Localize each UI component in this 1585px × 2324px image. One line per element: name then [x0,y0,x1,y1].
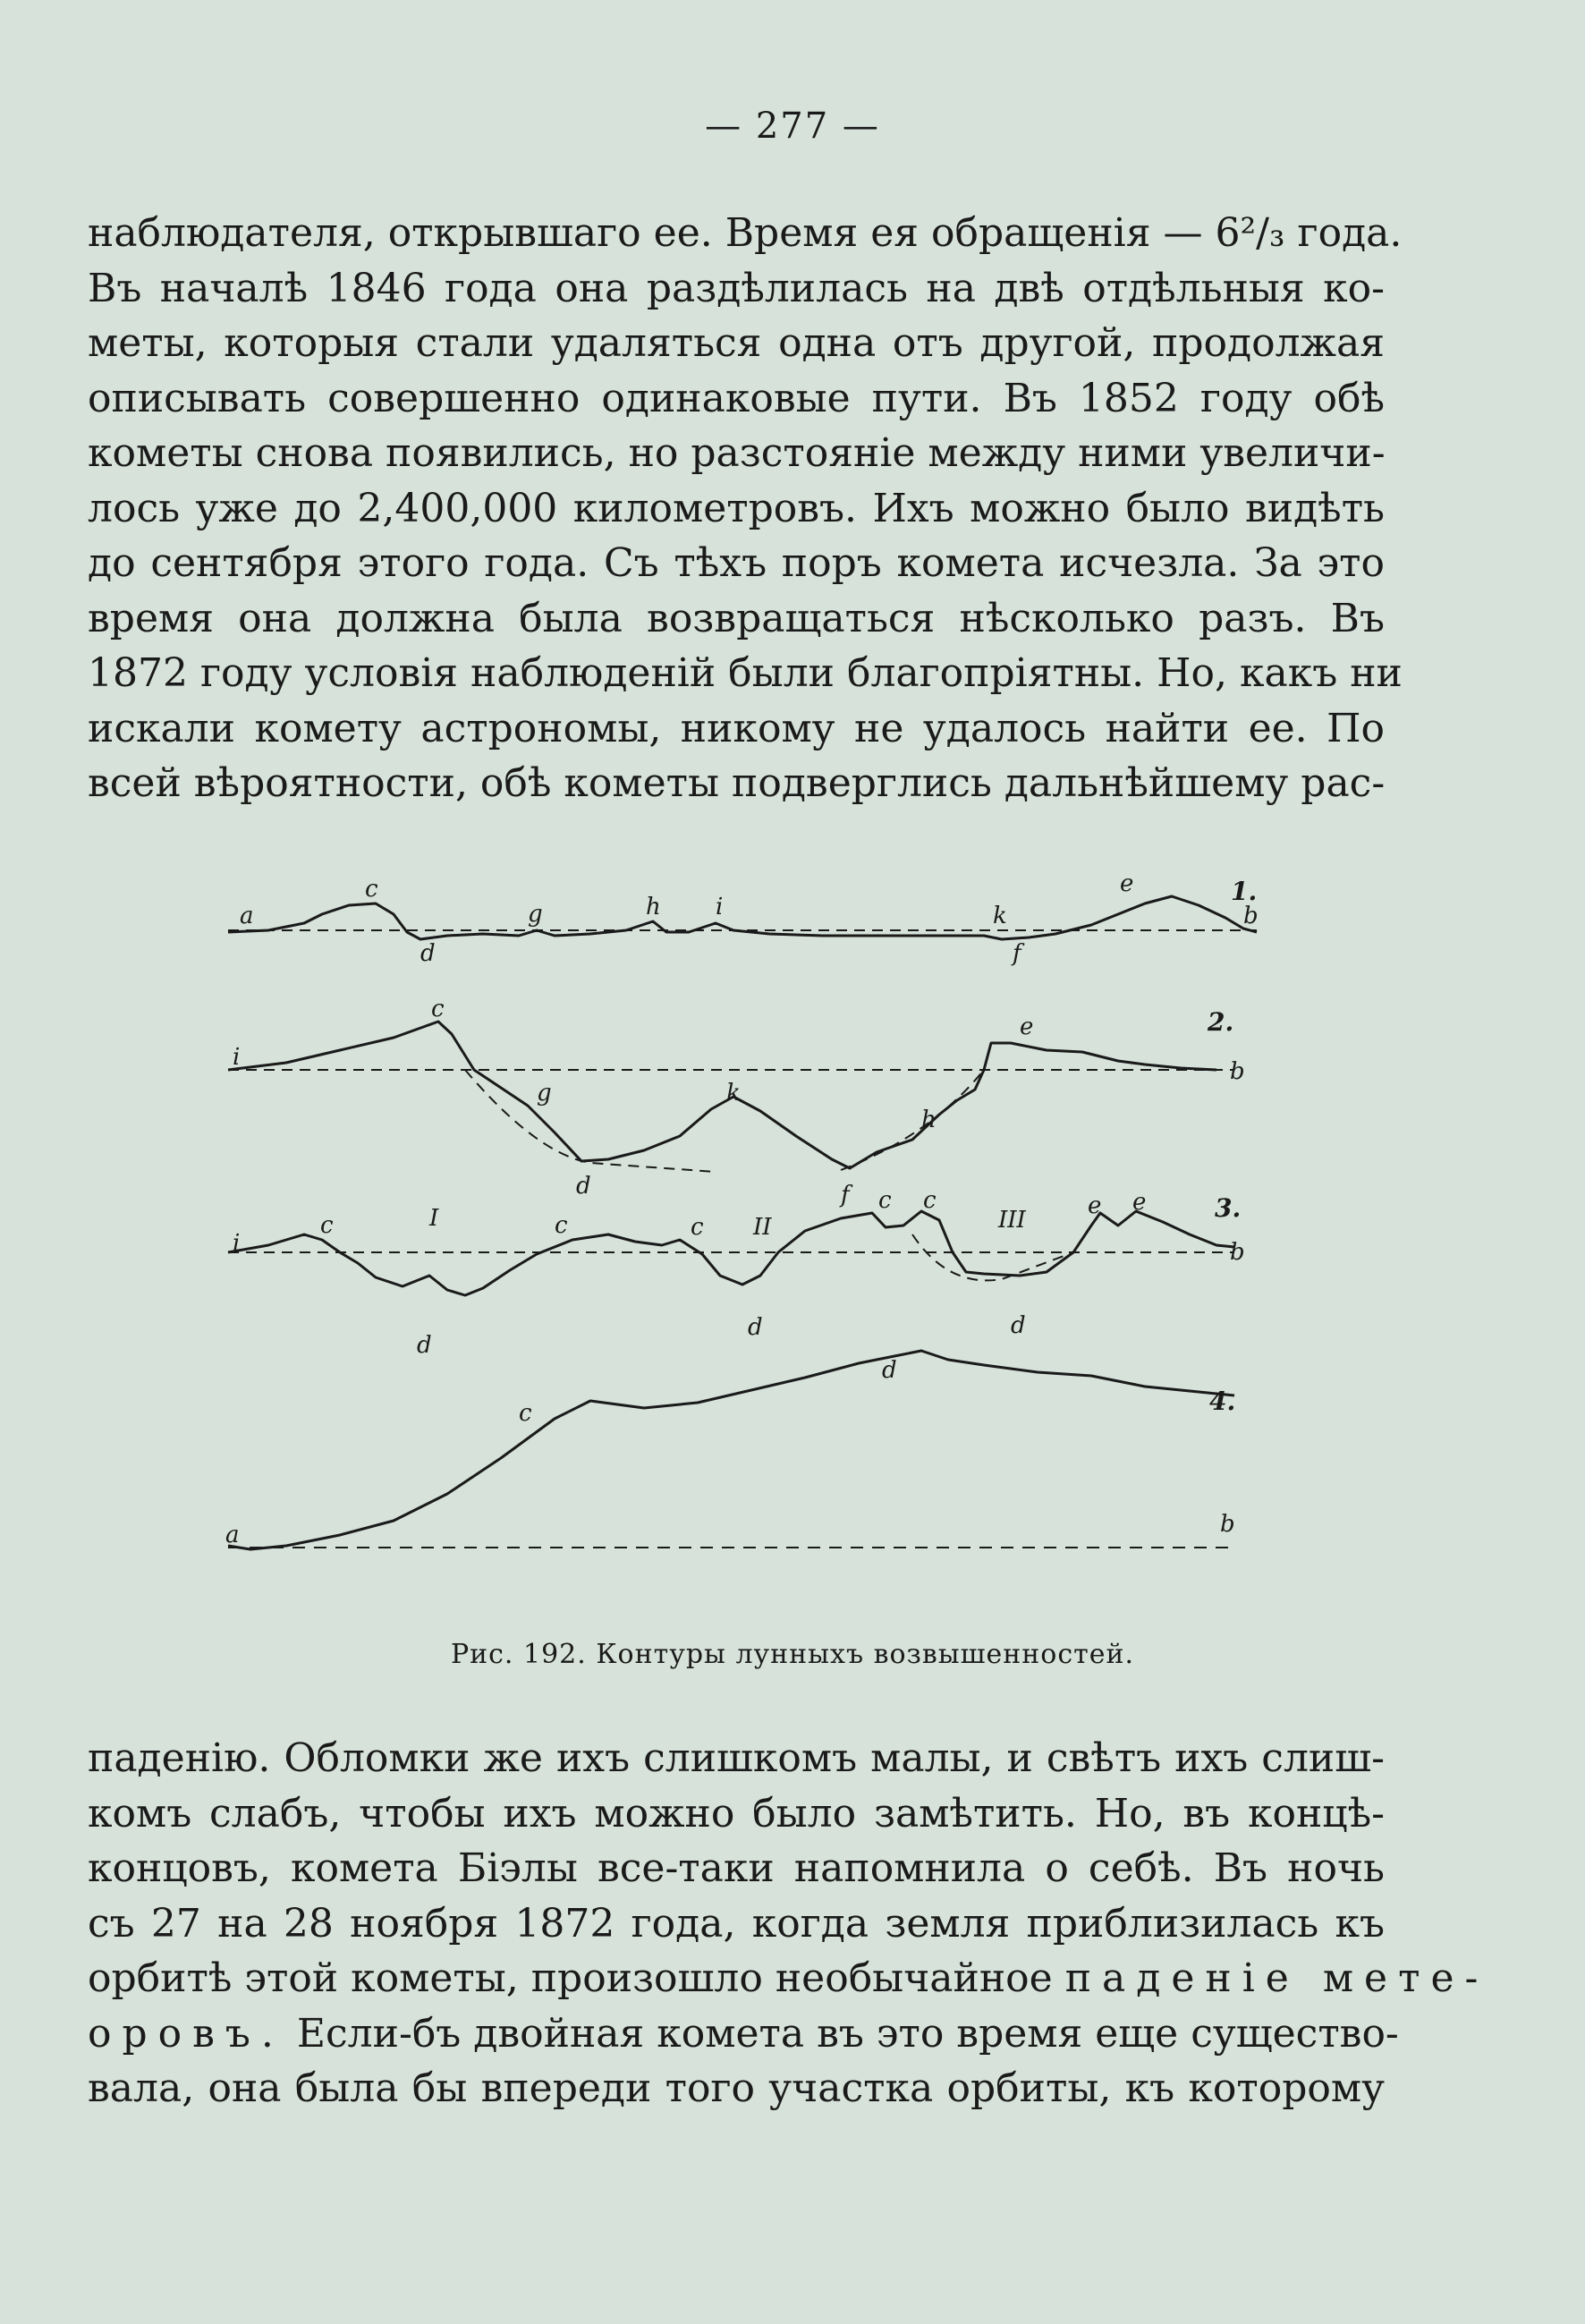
figure-caption: Рис. 192. Контуры лунныхъ возвышенностей. [450,1639,1135,1670]
text-line: комъ слабъ, чтобы ихъ можно было замѣтить. Но, въ концѣ- [88,1790,1385,1836]
profile-3-label: e [1132,1189,1147,1216]
profile-1-label: c [365,876,378,903]
profile-3-number: 3. [1215,1193,1242,1223]
profile-1-label: i [716,894,724,920]
profile-1-label: a [240,903,254,929]
profile-4-contour [228,1351,1234,1549]
profile-3-label: I [429,1205,439,1232]
text-segment: Если-бъ двойная комета въ это время еще существо- [296,2010,1399,2057]
profile-4-label: d [882,1357,897,1384]
spaced-text: оровъ. [88,2010,284,2057]
profile-4-label: a [225,1522,240,1548]
profile-1-label: f [1013,940,1021,967]
text-line: съ 27 на 28 ноября 1872 года, когда земля приблизилась къ [88,1900,1385,1947]
profile-2-label: k [726,1080,741,1107]
text-segment: орбитѣ этой кометы, произошло необычайное [88,1955,1053,2001]
text-line: паденію. Обломки же ихъ слишкомъ малы, и свѣтъ ихъ слиш- [88,1735,1385,1781]
profile-4-label: c [519,1400,532,1427]
profile-2-dashed-crater-right [841,1070,984,1170]
text-line: концовъ, комета Біэлы все-таки напомнила о себѣ. Въ ночь [88,1845,1385,1891]
text-line: меты, которыя стали удаляться одна отъ другой, продолжая [88,320,1385,366]
profile-2-label: i [233,1044,241,1071]
text-line: описывать совершенно одинаковые пути. Въ 1852 году обѣ [88,375,1385,421]
profile-1-label: h [646,894,661,920]
profile-2-label: d [576,1173,591,1200]
profile-3-label: d [748,1314,763,1341]
text-line: кометы снова появились, но разстояніе между ними увеличи- [88,430,1386,476]
profile-3-label: e [1088,1192,1102,1219]
profile-2-label: h [921,1107,937,1133]
profile-2-label: g [537,1080,552,1107]
profile-3-label: c [878,1187,892,1214]
text-line: искали комету астрономы, никому не удалось найти ее. По [88,705,1385,751]
text-line: лось уже до 2,400,000 километровъ. Ихъ можно было видѣть [88,485,1385,531]
profile-3-label: c [923,1187,937,1214]
profile-2-number: 2. [1208,1007,1234,1037]
page-number: — 277 — [705,106,880,147]
profile-1-number: 1. [1231,877,1258,906]
profile-4-number: 4. [1209,1387,1236,1416]
profile-2-label: c [431,996,445,1022]
text-line: Въ началѣ 1846 года она раздѣлилась на двѣ отдѣльныя ко- [88,265,1385,311]
profile-3-label: c [555,1212,568,1239]
lunar-profiles-figure [215,859,1288,1574]
paragraph-bottom [88,1731,1489,2116]
profile-2-label: b [1230,1058,1245,1085]
profile-3-label: c [691,1214,704,1241]
profile-1-contour [228,896,1257,939]
profile-1-label: g [528,901,543,928]
profile-2-label: e [1020,1014,1034,1040]
text-line: всей вѣроятности, обѣ кометы подверглись дальнѣйшему рас- [88,760,1386,806]
profile-2-dashed-crater-left [465,1070,716,1172]
text-line: наблюдателя, открывшаго ее. Время ея обращенія — 6²/₃ года. [88,210,1403,256]
text-line: 1872 году условія наблюденій были благопріятны. Но, какъ ни [88,650,1403,696]
text-line [88,2006,1399,2062]
text-line: до сентября этого года. Съ тѣхъ поръ комета исчезла. За это [88,540,1385,586]
profile-1-label: k [993,903,1007,929]
profile-1-label: b [1243,903,1259,929]
text-line [88,1951,1489,2006]
spaced-text: паденіе мете- [1064,1955,1489,2001]
profile-3-label: c [320,1212,334,1239]
profile-3-label: i [233,1230,241,1257]
paragraph-top [88,206,1403,811]
profile-1-label: d [420,940,436,967]
profile-3-label: d [417,1332,432,1359]
profile-3-label: b [1230,1239,1245,1266]
profiles-drawing [215,859,1288,1574]
profile-3-label: d [1011,1312,1026,1339]
profile-2-label: f [841,1182,850,1209]
text-line: вала, она была бы впереди того участка орбиты, къ которому [88,2065,1385,2111]
profile-3-label: II [753,1214,772,1241]
profile-1-label: e [1120,870,1134,897]
profile-4-label: b [1220,1511,1235,1538]
text-line: время она должна была возвращаться нѣсколько разъ. Въ [88,595,1385,641]
profile-2-contour [228,1022,1216,1168]
profile-3-label: III [998,1207,1026,1234]
